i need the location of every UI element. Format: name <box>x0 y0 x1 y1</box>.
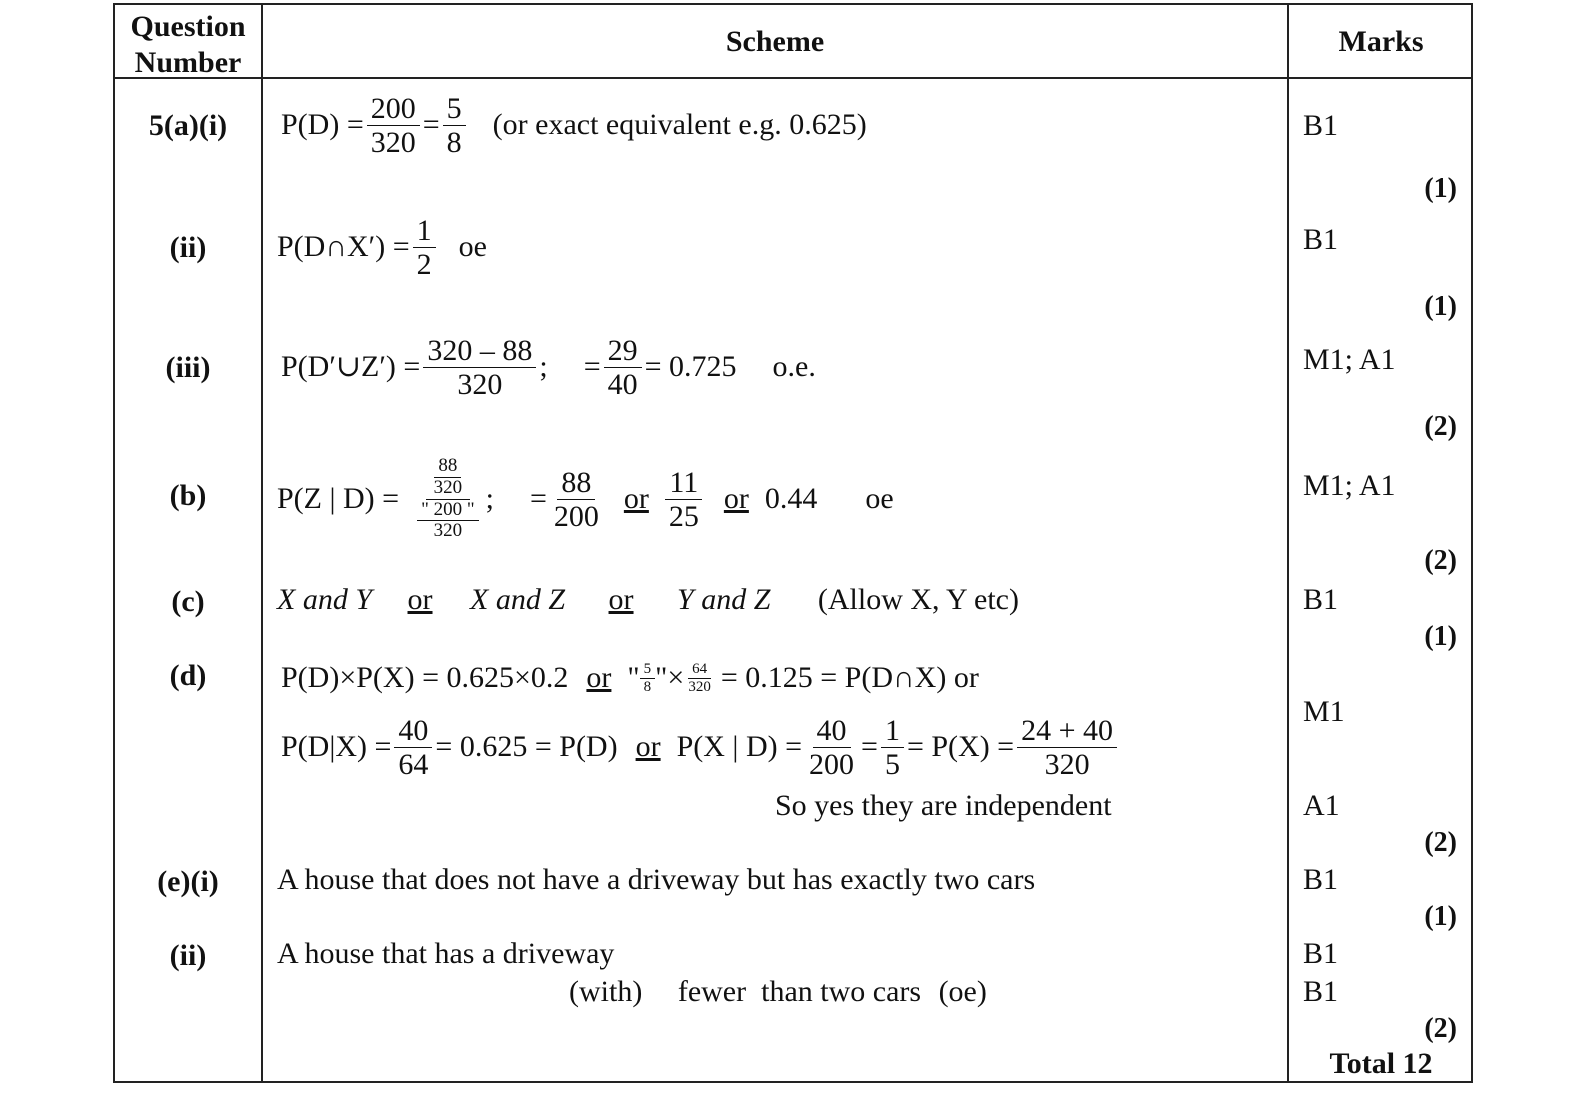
scheme-5ai: P(D) = $\frac{200}{320}$ = $\frac{5}{8}$ (or exact equivalent e.g. 0.625) <box>281 91 867 159</box>
scheme-aiii: P(D′∪Z′) = $\frac{320 - 88}{320}$ ; = $\frac{29}{40}$ = 0.725 o.e. <box>281 333 816 401</box>
expr: P(D′∪Z′) = <box>281 350 421 383</box>
row-label-b: (b) <box>169 479 207 512</box>
row-label-aiii: (iii) <box>165 351 211 384</box>
row-label-d: (d) <box>169 659 207 692</box>
fraction: $\frac{64}{320}$ <box>688 661 711 695</box>
note: (or exact equivalent e.g. 0.625) <box>492 108 867 141</box>
note: oe <box>458 230 487 263</box>
scheme-d-line2: P(D|X) = $\frac{40}{64}$ = 0.625 = P(D) or P(X | D) = $\frac{40}{200}$ = $\frac{1}{5}$ = P(X) = $\frac{24 + 40}{320}$ <box>281 707 1120 787</box>
fraction: $\frac{1}{2}$ <box>413 214 436 281</box>
fraction: $\frac{200}{320}$ <box>367 92 420 159</box>
mark: B1 <box>1303 223 1339 256</box>
fraction: $\frac{40}{200}$ <box>809 713 855 781</box>
scheme-c: X and Y or X and Z or Y and Z (Allow X, Y etc) <box>277 583 1019 616</box>
mark: M1; A1 <box>1303 343 1396 376</box>
total-marks: Total 12 <box>1329 1047 1433 1080</box>
row-label-eii: (ii) <box>169 939 207 972</box>
conclusion: So yes they are independent <box>775 789 1112 822</box>
row-label-c: (c) <box>171 585 205 618</box>
mark: B1 <box>1303 937 1339 970</box>
row-label-aii: (ii) <box>169 231 207 264</box>
fraction: 11 25 <box>665 466 703 533</box>
note: o.e. <box>772 350 816 383</box>
scheme-d-line1: P(D)×P(X) = 0.625×0.2 or " 5 8 "× $\frac{64}{320}$ = 0.125 = P(D∩X) or <box>281 661 979 695</box>
compound-fraction: $\frac{\frac{88}{320}}{\frac{" 200 "}{320}}$ <box>413 456 483 543</box>
header-question-number: Question Number <box>130 10 246 79</box>
fraction: $\frac{1}{5}$ <box>881 714 904 781</box>
column-divider <box>1287 5 1289 1081</box>
subtotal: (2) <box>1424 411 1457 442</box>
subtotal: (2) <box>1424 545 1457 576</box>
scheme-aii <box>277 207 487 287</box>
subtotal: (1) <box>1424 901 1457 932</box>
value: 0.44 <box>764 482 818 515</box>
subtotal: (2) <box>1424 827 1457 858</box>
scheme-eii-line1: A house that has a driveway <box>277 937 615 970</box>
subtotal: (1) <box>1424 621 1457 652</box>
fraction: $\frac{29}{40}$ <box>604 334 642 401</box>
mark: B1 <box>1303 583 1339 616</box>
expr: P(Z | D) = <box>277 482 400 515</box>
subtotal: (1) <box>1424 291 1457 322</box>
mark-scheme-table <box>113 3 1473 1083</box>
fraction: $\frac{5}{8}$ <box>443 92 466 159</box>
mark: B1 <box>1303 109 1339 142</box>
expr: P(D∩X′) = <box>277 230 410 263</box>
subtotal: (1) <box>1424 173 1457 204</box>
scheme-ei: A house that does not have a driveway but has exactly two cars <box>277 863 1036 896</box>
expr: P(D) = <box>281 108 364 141</box>
header-scheme: Scheme <box>725 25 825 58</box>
mark: B1 <box>1303 975 1339 1008</box>
subtotal: (2) <box>1424 1013 1457 1044</box>
header-divider <box>115 77 1471 79</box>
scheme-eii-line2: (with) fewer than two cars (oe) <box>569 975 987 1008</box>
fraction: $\frac{24 + 40}{320}$ <box>1017 714 1117 781</box>
fraction: $\frac{40}{64}$ <box>394 714 432 781</box>
fraction: $\frac{88}{200}$ <box>553 465 599 533</box>
mark: M1; A1 <box>1303 469 1396 502</box>
row-label-ei: (e)(i) <box>157 865 219 898</box>
mark: B1 <box>1303 863 1339 896</box>
mark: M1 <box>1303 695 1345 728</box>
column-divider <box>261 5 263 1081</box>
scheme-b: P(Z | D) = $\frac{\frac{88}{320}}{\frac{" 200 "}{320}}$ ; = $\frac{88}{200}$ or 11 25 or 0.44 oe <box>277 454 894 542</box>
value: = 0.725 <box>644 350 737 383</box>
header-marks: Marks <box>1338 25 1424 58</box>
note: oe <box>865 482 894 515</box>
mark: A1 <box>1303 789 1340 822</box>
fraction: 5 8 <box>640 661 656 695</box>
fraction: $\frac{320 - 88}{320}$ <box>423 334 536 401</box>
row-label-5ai: 5(a)(i) <box>148 109 228 142</box>
